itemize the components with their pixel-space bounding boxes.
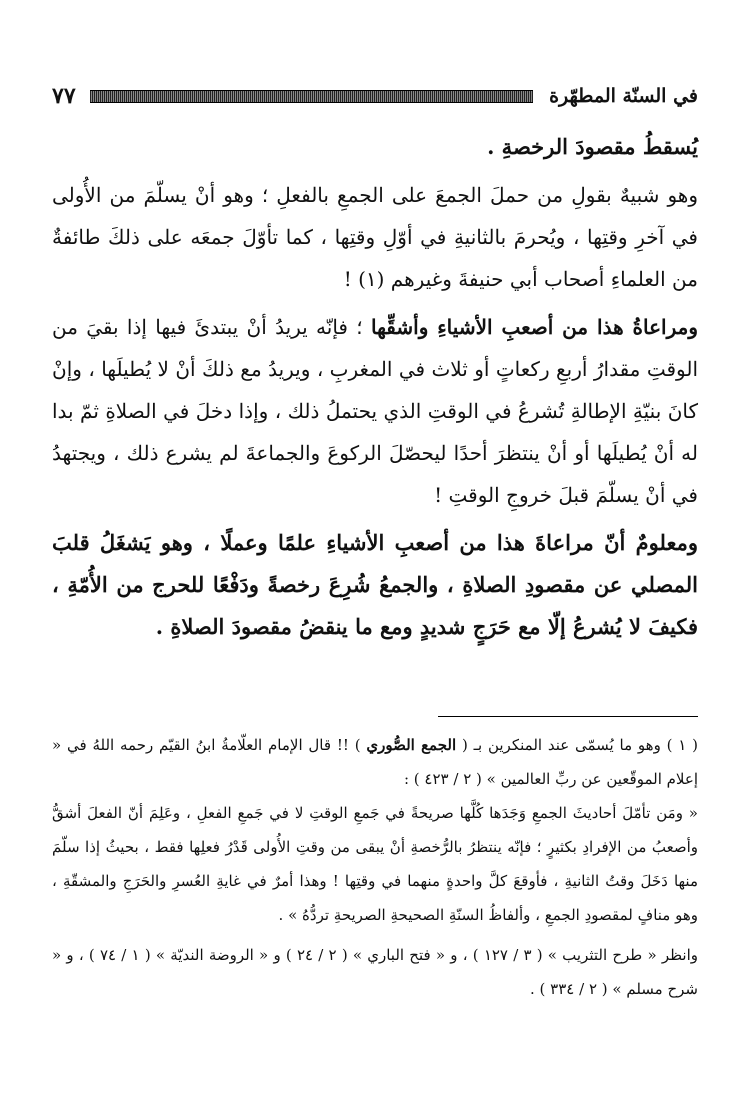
footnote-references: وانظر « طرح التثريب » ( ٣ / ١٢٧ ) ، و « فتح الباري » ( ٢ / ٢٤ ) و « الروضة النديّة » ( ١ / ٧٤ ) ، و « شرح مسلم » ( ٢ / ٣٣٤ ) .: [52, 946, 698, 998]
paragraph-2: وهو شبيهٌ بقولِ من حملَ الجمعَ على الجمعِ بالفعلِ ؛ وهو أنْ يسلّمَ من الأُولى في آخرِ وقتِها ، ويُحرمَ بالثانيةِ في أوّلِ وقتِها ، كما تأوّلَ جمعَه على ذلكَ طائفةٌ من العلماءِ أصحاب أبي حنيفةَ وغيرهم (١) !: [52, 183, 698, 291]
header-rule: [90, 90, 533, 103]
running-title: في السنّة المطهّرة: [549, 85, 698, 107]
footnote-separator: [438, 716, 698, 717]
paragraph-1: يُسقطُ مقصودَ الرخصةِ .: [487, 134, 698, 159]
paragraph-3: [52, 306, 698, 516]
main-text: [52, 126, 698, 648]
footnote-1-intro: ( ١ ) وهو ما يُسمّى عند المنكرين بـ (: [456, 736, 698, 754]
paragraph-4: ومعلومٌ أنّ مراعاةَ هذا من أصعبِ الأشياءِ علمًا وعملًا ، وهو يَشغَلُ قلبَ المصلي عن مقصودِ الصلاةِ ، والجمعُ شُرِعَ رخصةً ودَفْعًا للحرج من الأُمّةِ ، فكيفَ لا يُشرعُ إلّا مع حَرَجٍ شديدٍ ومع ما ينقضُ مقصودَ الصلاةِ .: [52, 530, 698, 639]
page-number: ٧٧: [52, 83, 76, 109]
paragraph-3-lead: ومراعاةُ هذا من أصعبِ الأشياءِ وأشقِّها: [370, 315, 699, 339]
footnotes: [52, 728, 698, 1006]
footnote-1-term: الجمع الصُّوري: [366, 736, 457, 754]
footnote-quote: « ومَن تأمّلَ أحاديثَ الجمعِ وَجَدَها كُلَّها صريحةً في جَمعِ الوقتِ لا في جَمعِ الفعلِ ، وعَلِمَ أنّ الفعلَ أشقُّ وأصعبُ من الإفرادِ بكثيرٍ ؛ فإنّه ينتظرُ بالرُّخصةِ أنْ يبقى من وقتِ الأُولى قَدْرُ فعلِها فقط ، بحيثُ إذا سلّمَ منها دَخَلَ وقتُ الثانيةِ ، فأوقعَ كلَّ واحدةٍ منهما في وقتِها ! وهذا أمرٌ في غايةِ العُسرِ والحَرَجِ والمشقّةِ ، وهو منافٍ لمقصودِ الجمعِ ، وألفاظُ السنّةِ الصحيحةِ الصريحةِ تردُّهُ » .: [52, 804, 698, 924]
paragraph-3-rest: ؛ فإنّه يريدُ أنْ يبتدئَ فيها إذا بقيَ من الوقتِ مقدارُ أربعِ ركعاتٍ أو ثلاث في المغربِ ، ويريدُ مع ذلكَ أنْ لا يُطيلَها ، وإنْ كانَ بنيّةِ الإطالةِ تُشرعُ في الوقتِ الذي يحتملُ ذلك ، وإذا دخلَ في الصلاةِ ثمّ بدا له أنْ يُطيلَها أو أنْ ينتظرَ أحدًا ليحصّلَ الركوعَ والجماعةَ لم يشرع ذلك ، ويجتهدُ في أنْ يسلّمَ قبلَ خروجِ الوقتِ !: [52, 315, 698, 507]
footnote-1: [52, 728, 698, 796]
footnote-1-cont: ) !! قال الإمام العلّامةُ ابنُ القيّم رحمه اللهُ في « إعلام الموقّعين عن ربِّ العالمين » ( ٢ / ٤٢٣ ) :: [52, 736, 698, 788]
page-header: [52, 78, 698, 114]
